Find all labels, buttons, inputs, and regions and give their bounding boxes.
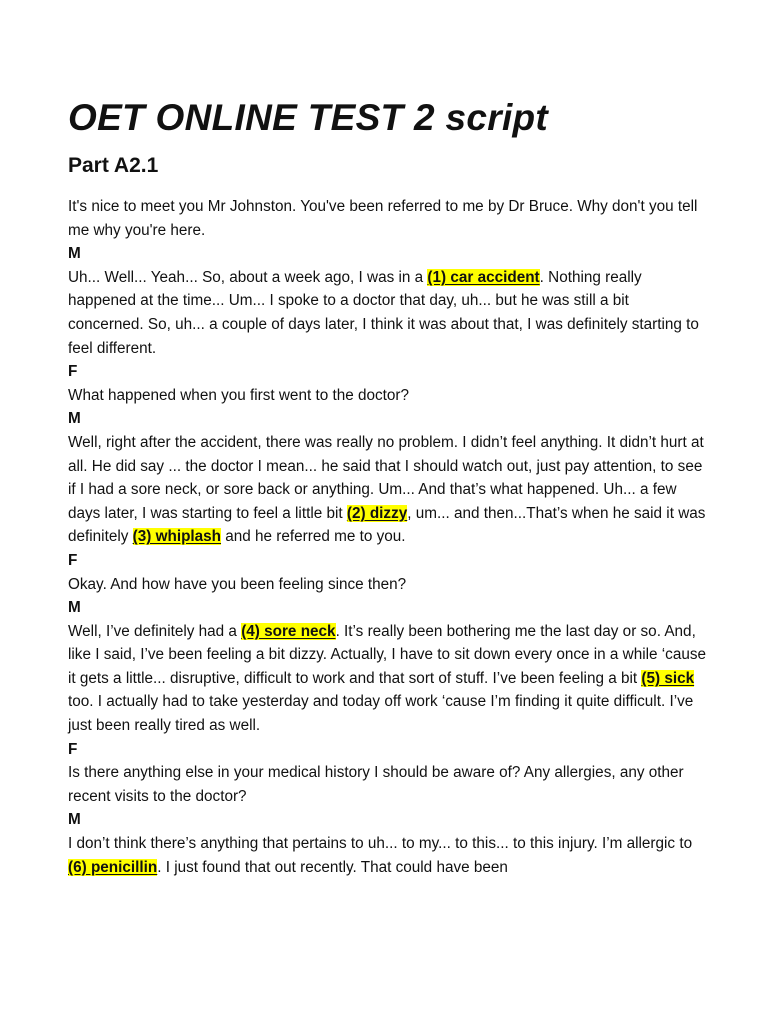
script-body bbox=[68, 195, 708, 879]
dialogue-paragraph bbox=[68, 620, 708, 738]
speaker-label: F bbox=[68, 551, 78, 569]
answer-highlight: (4) sore neck bbox=[241, 622, 336, 640]
dialogue-paragraph bbox=[68, 266, 708, 360]
dialogue-text: . It’s really been bothering me the last day or so. And, like I said, I’ve been feeling a bit dizzy. Actually, I have to sit down every once in a while ‘cause it gets a little... disruptive, difficult to work and that sort of stuff. I’ve been feeling a bit bbox=[68, 622, 706, 687]
speaker-label: F bbox=[68, 740, 78, 758]
dialogue-paragraph bbox=[68, 573, 708, 597]
dialogue-paragraph bbox=[68, 832, 708, 879]
answer-highlight: (3) whiplash bbox=[132, 528, 222, 546]
dialogue-text: . Nothing really happened at the time... Um... I spoke to a doctor that day, uh... but he was still a bit concerned. So, uh... a couple of days later, I think it was about that, I was definitely starting to feel different. bbox=[68, 268, 699, 357]
answer-highlight: (2) dizzy bbox=[346, 504, 408, 522]
dialogue-paragraph bbox=[68, 761, 708, 808]
dialogue-text: Well, right after the accident, there was really no problem. I didn’t feel anything. It didn’t hurt at all. He did say ... the doctor I mean... he said that I should watch out, just pay attention, to see if I had a sore neck, or sore back or anything. Um... And that’s what happened. Uh... a few days later, I was starting to feel a little bit bbox=[68, 433, 704, 522]
answer-highlight: (1) car accident bbox=[427, 268, 540, 286]
document-page bbox=[68, 0, 708, 879]
part-heading: Part A2.1 bbox=[68, 154, 159, 177]
dialogue-text: Is there anything else in your medical history I should be aware of? Any allergies, any other recent visits to the doctor? bbox=[68, 764, 684, 805]
answer-highlight: (6) penicillin bbox=[68, 858, 158, 876]
dialogue-text: Okay. And how have you been feeling since then? bbox=[68, 575, 407, 593]
dialogue-text: . I just found that out recently. That could have been bbox=[157, 858, 508, 876]
dialogue-paragraph bbox=[68, 195, 708, 242]
dialogue-text: I don’t think there’s anything that pertains to uh... to my... to this... to this injury. I’m allergic to bbox=[68, 835, 693, 853]
dialogue-paragraph bbox=[68, 431, 708, 549]
dialogue-text: Well, I’ve definitely had a bbox=[68, 622, 242, 640]
answer-highlight: (5) sick bbox=[641, 669, 695, 687]
dialogue-text: and he referred me to you. bbox=[221, 528, 406, 546]
dialogue-text: It's nice to meet you Mr Johnston. You've been referred to me by Dr Bruce. Why don't you tell me why you're here. bbox=[68, 198, 698, 239]
speaker-label: F bbox=[68, 363, 78, 381]
dialogue-text: too. I actually had to take yesterday and today off work ‘cause I’m finding it quite difficult. I’ve just been really tired as well. bbox=[68, 693, 694, 735]
dialogue-paragraph bbox=[68, 384, 708, 408]
speaker-label: M bbox=[68, 410, 81, 428]
speaker-label: M bbox=[68, 245, 81, 263]
speaker-label: M bbox=[68, 811, 81, 829]
speaker-label: M bbox=[68, 599, 81, 617]
document-title: OET ONLINE TEST 2 script bbox=[68, 97, 549, 138]
dialogue-text: What happened when you first went to the doctor? bbox=[68, 386, 409, 404]
dialogue-text: , um... and then...That’s when he said it was definitely bbox=[68, 504, 706, 546]
dialogue-text: Uh... Well... Yeah... So, about a week ago, I was in a bbox=[68, 268, 428, 286]
